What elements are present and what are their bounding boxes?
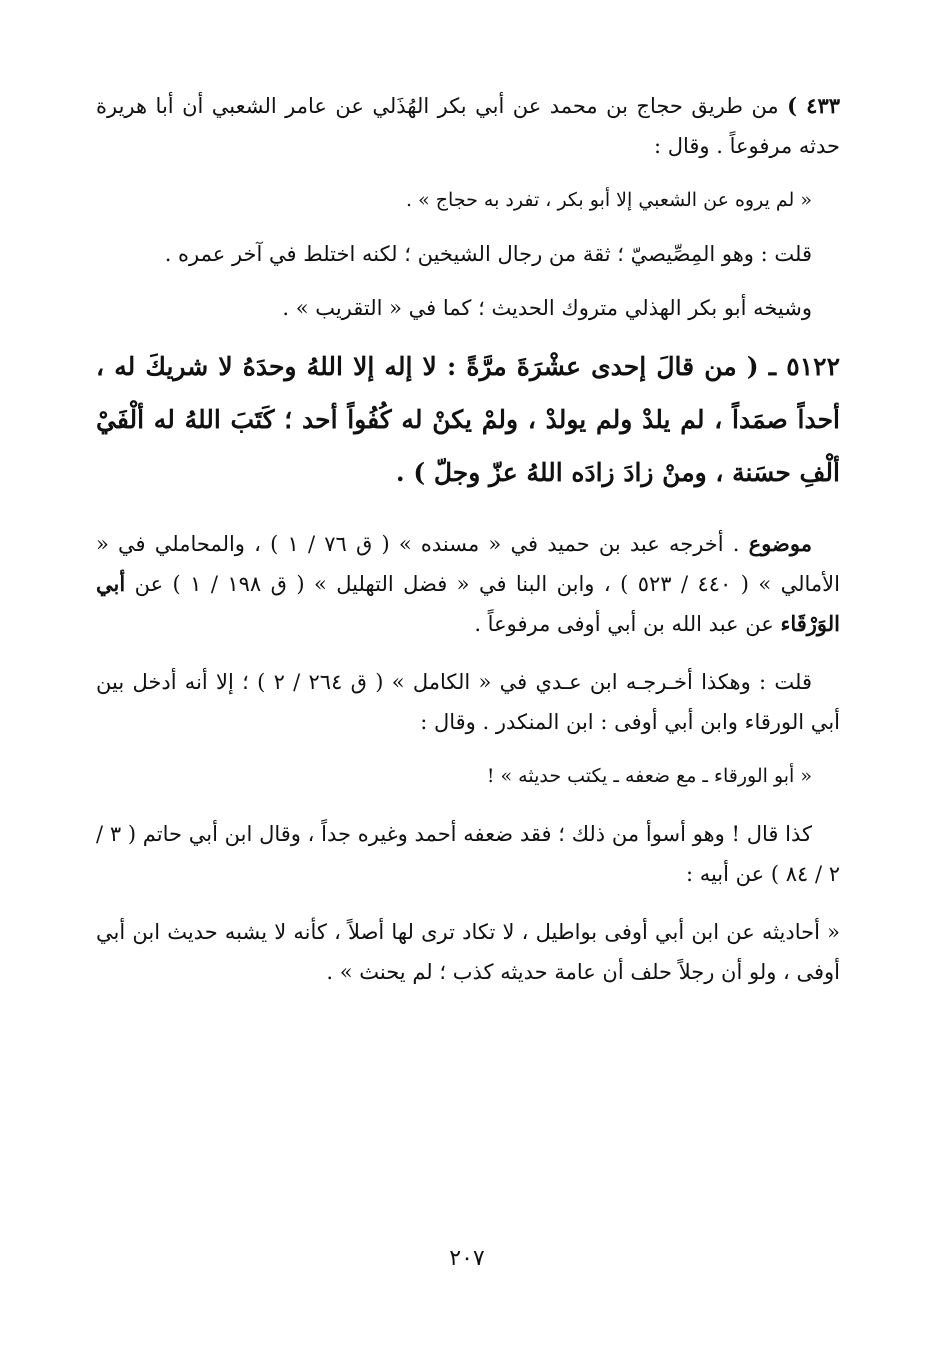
entry-433-text: من طريق حجاج بن محمد عن أبي بكر الهُذَلي عن عامر الشعبي أن أبا هريرة حدثه مرفوعاً . وقال : <box>96 94 840 158</box>
grade-word: موضوع <box>748 531 812 556</box>
takhrij-end: عن عبد الله بن أبي أوفى مرفوعاً . <box>474 612 781 636</box>
takhrij-text: . أخرجه عبد بن حميد في « مسنده » ( ق ٧٦ / ١ ) ، والمحاملي في « الأمالي » ( ٤٤٠ / ٥٢٣ ) ، وابن البنا في « فضل التهليل » ( ق ١٩٨ / ١ ) عن <box>96 532 840 596</box>
hadith-5122-number: ٥١٢٢ ـ <box>768 352 840 381</box>
takhrij-5122 <box>96 524 840 644</box>
takhrij-narrator-name: أبي الوَرْقَاء <box>96 571 840 636</box>
entry-433 <box>96 86 840 166</box>
note-5122-1: قلت : وهكذا أخـرجـه ابن عـدي في « الكامل » ( ق ٢٦٤ / ٢ ) ؛ إلا أنه أدخل بين أبي الورقاء وابن أبي أوفى : ابن المنكدر . وقال : <box>96 670 840 734</box>
entry-433-number: ٤٣٣ ) <box>787 93 841 118</box>
page-body <box>96 86 840 992</box>
page-number: ٢٠٧ <box>449 1246 485 1271</box>
note-5122-2: كذا قال ! وهو أسوأ من ذلك ؛ فقد ضعفه أحمد وغيره جداً ، وقال ابن أبي حاتم ( ٣ / ٢ / ٨٤ ) عن أبيه : <box>96 822 840 886</box>
entry-433-note-2: وشيخه أبو بكر الهذلي متروك الحديث ؛ كما في « التقريب » . <box>282 296 812 320</box>
quote-5122-1: « أبو الورقاء ـ مع ضعفه ـ يكتب حديثه » ! <box>486 765 812 787</box>
quote-5122-2: « أحاديثه عن ابن أبي أوفى بواطيل ، لا تكاد ترى لها أصلاً ، كأنه لا يشبه حديث ابن أبي أوفى ، ولو أن رجلاً حلف أن عامة حديثه كذب ؛ لم يحنث » . <box>96 920 840 984</box>
hadith-5122 <box>96 340 840 499</box>
hadith-5122-text: ( من قالَ إحدى عشْرَةَ مرَّةً : لا إله إلا اللهُ وحدَهُ لا شريكَ له ، أحداً صمَداً ، لم يلدْ ولم يولدْ ، ولمْ يكنْ له كُفُواً أحد ؛ كَتَبَ اللهُ له ألْفَيْ ألْفِ حسَنة ، ومنْ زادَ زادَه اللهُ عزّ وجلّ ) . <box>96 352 840 487</box>
entry-433-note-1: قلت : وهو المِصِّيصيّ ؛ ثقة من رجال الشيخين ؛ لكنه اختلط في آخر عمره . <box>164 242 812 266</box>
entry-433-quote: « لم يروه عن الشعبي إلا أبو بكر ، تفرد به حجاج » . <box>406 189 812 211</box>
